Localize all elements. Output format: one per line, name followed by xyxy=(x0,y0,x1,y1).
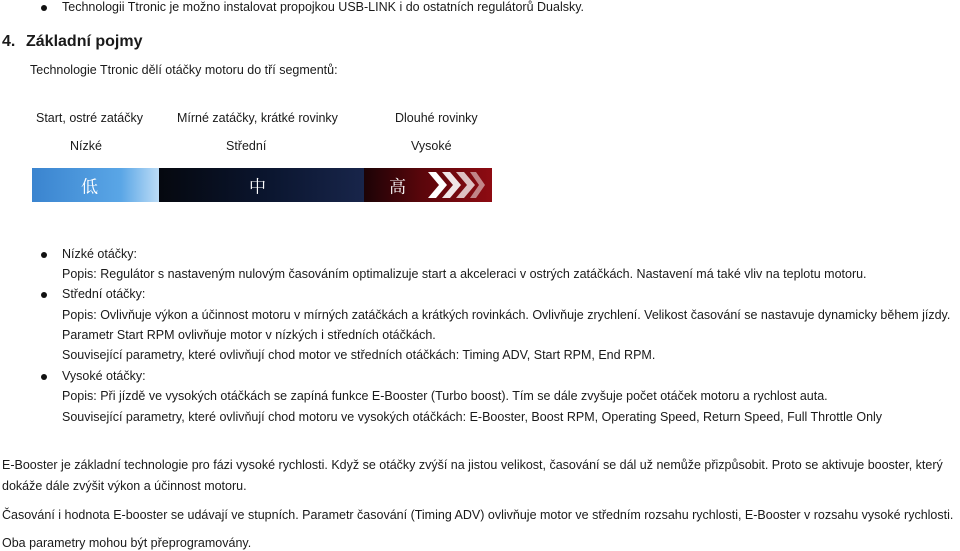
paragraph-ebooster: E-Booster je základní technologie pro fázi vysoké rychlosti. Když se otáčky zvýší na jistou velikost, časování se dál už nemůže přizpůsobit. Proto se aktivuje booster, který xyxy=(2,458,943,472)
high-rpm-line-2: Související parametry, které ovlivňují chod motoru ve vysokých otáčkách: E-Booster, Boost RPM, Operating Speed, Return Speed, Full Throttle Only xyxy=(62,410,883,424)
segment-usage-high: Dlouhé rovinky xyxy=(395,111,478,125)
rpm-glyph-low: 低 xyxy=(81,177,98,198)
paragraph-timing: Časování i hodnota E-booster se udávají ve stupních. Parametr časování (Timing ADV) ovlivňuje motor ve středním rozsahu rychlosti, E-Booster v rozsahu vysoké rychlosti. xyxy=(2,508,954,522)
bullet-dot xyxy=(41,5,47,11)
paragraph-reprogram: Oba parametry mohou být přeprogramovány. xyxy=(2,536,252,550)
rpm-glyph-high: 高 xyxy=(389,177,406,198)
segment-usage-mid: Mírné zatáčky, krátké rovinky xyxy=(177,111,338,125)
section-number: 4. xyxy=(2,33,16,50)
segment-usage-low: Start, ostré zatáčky xyxy=(36,111,143,125)
segment-level-low: Nízké xyxy=(70,139,102,153)
intro-text: Technologie Ttronic dělí otáčky motoru do tří segmentů: xyxy=(30,63,338,77)
mid-rpm-line-3: Související parametry, které ovlivňují chod motor ve středních otáčkách: Timing ADV, Start RPM, End RPM. xyxy=(62,348,656,362)
top-bullet-text: Technologii Ttronic je možno instalovat propojkou USB-LINK i do ostatních regulátorů Dualsky. xyxy=(62,0,585,14)
section-title: Základní pojmy xyxy=(26,33,143,50)
low-rpm-desc: Popis: Regulátor s nastaveným nulovým časováním optimalizuje start a akceleraci v ostrých zatáčkách. Nastavení má také vliv na teplotu motoru. xyxy=(62,267,867,281)
segment-level-high: Vysoké xyxy=(411,139,452,153)
rpm-glyph-mid: 中 xyxy=(249,177,266,198)
mid-rpm-line-2: Parametr Start RPM ovlivňuje motor v nízkých i středních otáčkách. xyxy=(62,328,436,342)
chevron-arrows-icon xyxy=(426,168,486,202)
mid-rpm-title: Střední otáčky: xyxy=(62,287,146,301)
rpm-band-high xyxy=(364,168,492,202)
low-rpm-title: Nízké otáčky: xyxy=(62,247,138,261)
segment-level-mid: Střední xyxy=(226,139,267,153)
rpm-band-low xyxy=(32,168,159,202)
bullet-dot xyxy=(41,292,47,298)
rpm-band-mid xyxy=(159,168,364,202)
high-rpm-title: Vysoké otáčky: xyxy=(62,369,146,383)
mid-rpm-desc: Popis: Ovlivňuje výkon a účinnost motoru v mírných zatáčkách a krátkých rovinkách. Ovlivňuje zrychlení. Velikost časování se nastavuje dynamicky během jízdy. xyxy=(62,308,951,322)
high-rpm-desc: Popis: Při jízdě ve vysokých otáčkách se zapíná funkce E-Booster (Turbo boost). Tím se dále zvyšuje počet otáček motoru a rychlost auta. xyxy=(62,389,828,403)
bullet-dot xyxy=(41,374,47,380)
bullet-dot xyxy=(41,252,47,258)
paragraph-ebooster-cont: dokáže dále zvýšit výkon a účinnost motoru. xyxy=(2,479,247,493)
